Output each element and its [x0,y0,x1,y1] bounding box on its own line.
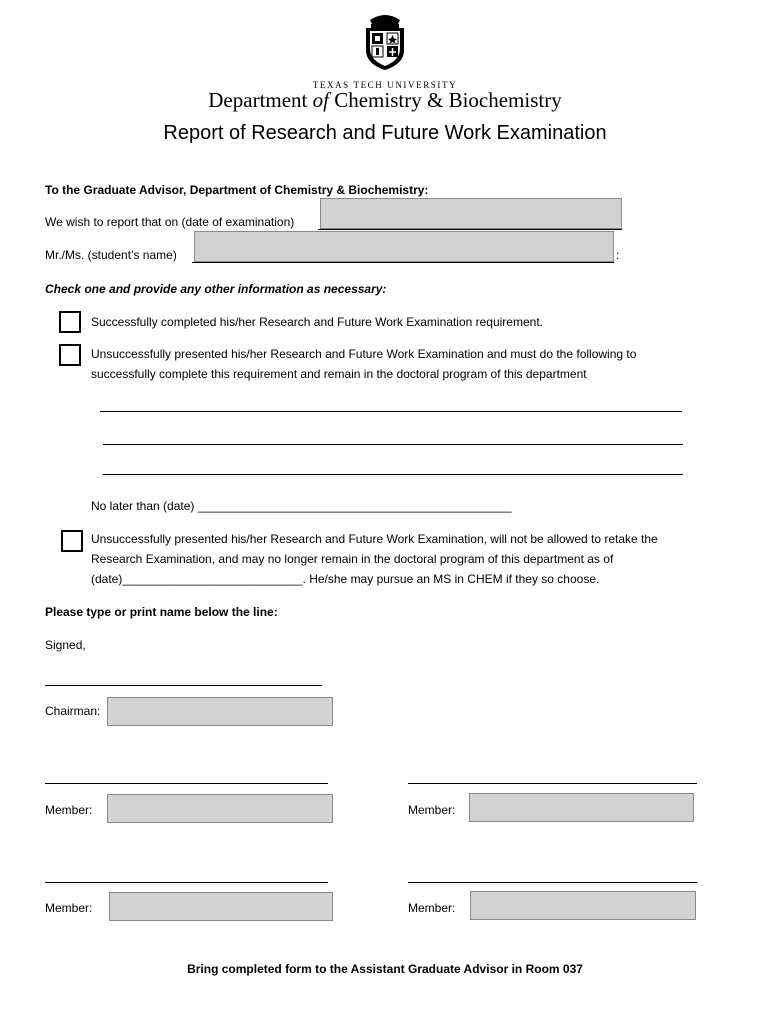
member-1-signature-line[interactable] [45,783,328,784]
member-1-label: Member: [45,803,93,817]
chairman-signature-line[interactable] [45,685,322,686]
page-title: Report of Research and Future Work Examination [163,122,607,144]
member-2-label: Member: [408,803,456,817]
member-4-signature-line[interactable] [408,882,697,883]
member-4-name-field[interactable] [470,891,696,920]
addressee-line: To the Graduate Advisor, Department of Chemistry & Biochemistry: [45,183,429,197]
exam-date-label: We wish to report that on (date of examination) [45,215,295,229]
option-2-checkbox[interactable] [59,344,81,366]
student-name-label: Mr./Ms. (student’s name) [45,248,177,262]
option-1-text: Successfully completed his/her Research and Future Work Examination requirement. [91,315,543,329]
member-3-name-field[interactable] [109,892,333,921]
department-name-of: of [312,88,329,112]
member-3-label: Member: [45,901,93,915]
option-3-line-3: (date)___________________________. He/she may pursue an MS in CHEM if they so choose. [91,572,600,586]
requirement-line-2[interactable] [103,444,683,445]
exam-date-field[interactable] [320,198,622,229]
member-2-signature-line[interactable] [408,783,697,784]
option-2-line-2: successfully complete this requirement and remain in the doctoral program of this department [91,367,587,381]
member-3-signature-line[interactable] [45,882,328,883]
member-2-name-field[interactable] [469,793,694,822]
chairman-label: Chairman: [45,704,101,718]
requirement-line-1[interactable] [100,411,682,412]
department-name-start: Department [208,88,313,112]
student-name-underline [192,262,614,263]
university-seal-icon [362,12,408,72]
chairman-name-field[interactable] [107,697,333,726]
exam-date-underline [318,229,622,230]
student-name-colon: : [616,248,620,262]
option-3-checkbox[interactable] [61,530,83,552]
option-1-checkbox[interactable] [59,311,81,333]
department-name [0,88,770,113]
student-name-field[interactable] [194,231,614,262]
option-3-text [91,529,741,589]
instruction-text: Check one and provide any other information as necessary: [45,282,387,296]
option-3-line-1: Unsuccessfully presented his/her Research and Future Work Examination, will not be allowed to retake the [91,532,658,546]
option-3-line-2: Research Examination, and may no longer remain in the doctoral program of this department as of [91,552,614,566]
footer-note: Bring completed form to the Assistant Graduate Advisor in Room 037 [187,962,583,976]
university-name: TEXAS TECH UNIVERSITY [312,80,458,90]
member-4-label: Member: [408,901,456,915]
signed-label: Signed, [45,638,86,652]
requirement-line-3[interactable] [103,474,683,475]
option-2-line-1: Unsuccessfully presented his/her Research and Future Work Examination and must do the following to [91,347,637,361]
option-2-text [91,344,731,384]
member-1-name-field[interactable] [107,794,333,823]
department-name-end: Chemistry & Biochemistry [328,88,562,112]
no-later-than-text: No later than (date) _______________________________________________ [91,499,512,513]
print-name-instruction: Please type or print name below the line: [45,605,278,619]
